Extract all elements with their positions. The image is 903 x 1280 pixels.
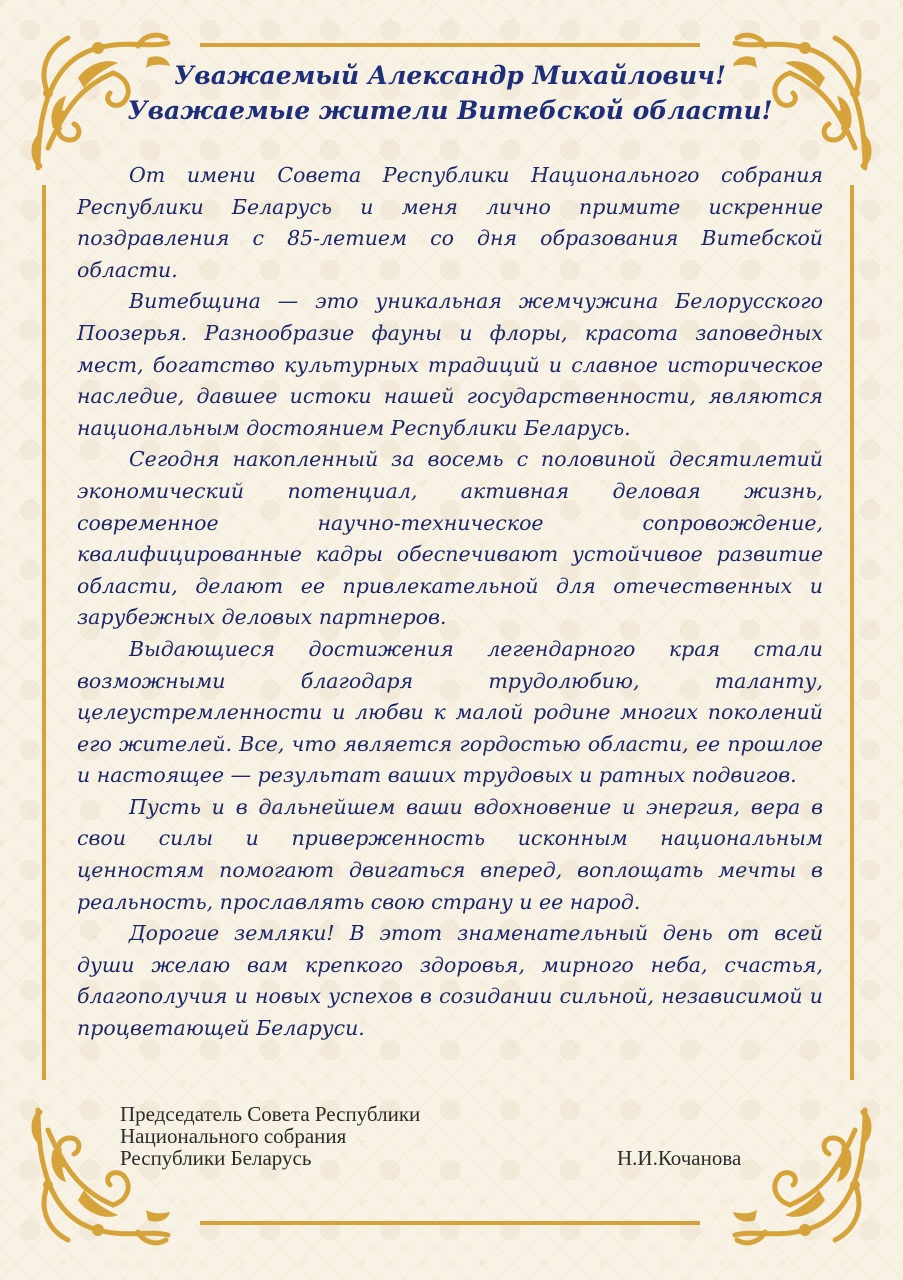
frame-left-line	[42, 185, 46, 1080]
frame-bottom-line	[200, 1221, 700, 1225]
signer-title-line-2: Национального собрания	[120, 1124, 347, 1148]
paragraph: От имени Совета Республики Национального собрания Республики Беларусь и меня лично примите искренние поздравления с 85-летием со дня образования Витебской области.	[77, 163, 823, 282]
letter-body	[77, 160, 823, 1045]
signer-name: Н.И.Кочанова	[617, 1146, 742, 1170]
paragraph: Витебщина — это уникальная жемчужина Белорусского Поозерья. Разнообразие фауны и флоры, красота заповедных мест, богатство культурных традиций и славное историческое наследие, давшее истоки нашей государственности, являются национальным достоянием Республики Беларусь.	[77, 289, 823, 440]
paragraph: Сегодня накопленный за восемь с половиной десятилетий экономический потенциал, активная деловая жизнь, современное научно-техническое сопровождение, квалифицированные кадры обеспечивают устойчивое развитие области, делают ее привлекательной для отечественных и зарубежных деловых партнеров.	[77, 447, 823, 630]
greeting-line-2: Уважаемые жители Витебской области!	[127, 96, 773, 125]
frame-top-line	[200, 43, 700, 47]
signer-title-line-1: Председатель Совета Республики	[120, 1102, 421, 1126]
greeting-line-1: Уважаемый Александр Михайлович!	[174, 61, 726, 90]
frame-right-line	[850, 185, 854, 1080]
signer-title-line-3: Республики Беларусь	[120, 1146, 312, 1170]
paragraph: Дорогие земляки! В этот знаменательный день от всей души желаю вам крепкого здоровья, мирного неба, счастья, благополучия и новых успехов в созидании сильной, независимой и процветающей Беларуси.	[77, 921, 823, 1041]
paragraph: Пусть и в дальнейшем ваши вдохновение и энергия, вера в свои силы и приверженность исконным национальным ценностям помогают двигаться вперед, воплощать мечты в реальность, прославлять свою страну и ее народ.	[77, 794, 823, 914]
paragraph: Выдающиеся достижения легендарного края стали возможными благодаря трудолюбию, таланту, целеустремленности и любви к малой родине многих поколений его жителей. Все, что является гордостью области, ее прошлое и настоящее — результат ваших трудовых и ратных подвигов.	[77, 636, 823, 788]
signature-block	[120, 1103, 770, 1169]
greeting-heading	[120, 58, 780, 128]
